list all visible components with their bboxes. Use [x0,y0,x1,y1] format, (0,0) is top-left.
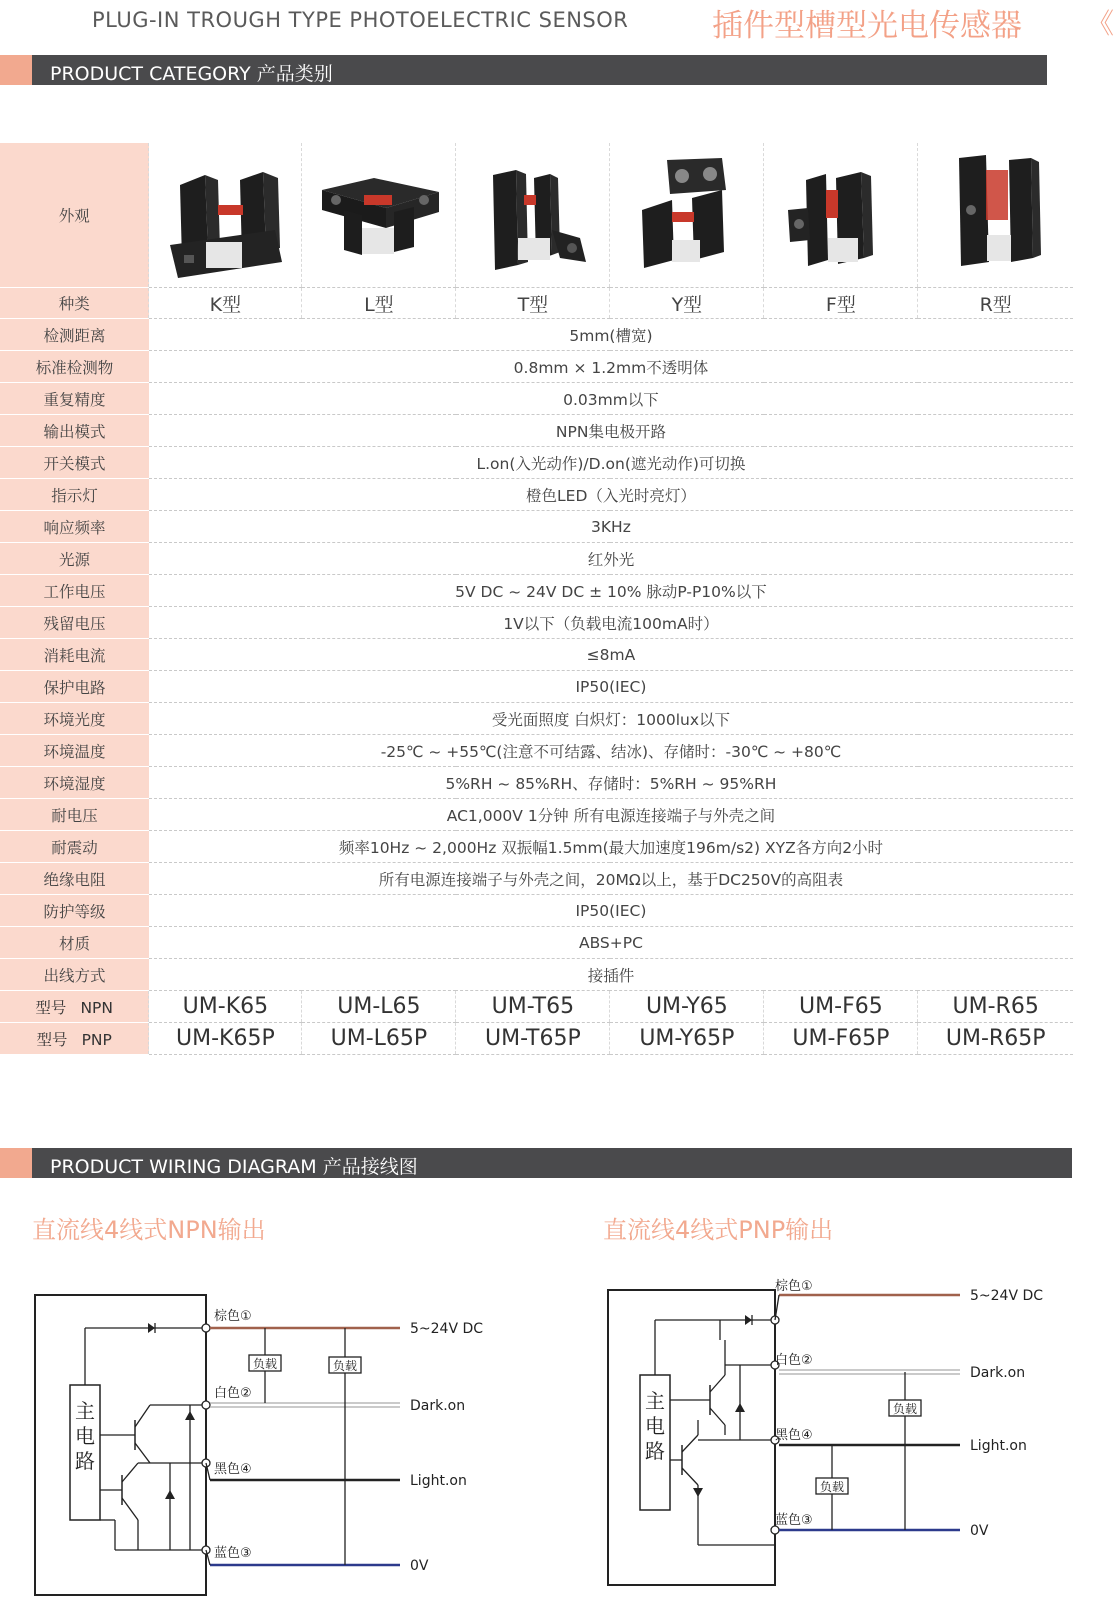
spec-row [0,319,1073,351]
sensor-image-t [456,143,610,288]
spec-value: 接插件 [149,959,1073,991]
type-cell: K型 [149,288,302,319]
model-cell: UM-F65P [764,1023,918,1055]
model-label-prefix: 型号 [36,1030,68,1049]
spec-row [0,735,1073,767]
model-cell: UM-T65 [456,991,610,1023]
spec-label: 防护等级 [0,895,149,927]
spec-value: IP50(IEC) [149,895,1073,927]
spec-row [0,351,1073,383]
wire-label-black: 黑色④ [775,1428,813,1443]
spec-label: 开关模式 [0,447,149,479]
spec-label: 材质 [0,927,149,959]
model-label-suffix: PNP [81,1030,112,1049]
spec-value: -25℃ ~ +55℃(注意不可结露、结冰)、存储时：-30℃ ~ +80℃ [149,735,1073,767]
title-chinese: 插件型槽型光电传感器 [712,8,1022,44]
main-circuit-char: 主 [645,1389,665,1413]
wire-label-blue: 蓝色③ [775,1513,813,1528]
load-label: 负载 [252,1357,278,1371]
model-label-suffix: NPN [80,998,113,1017]
section-bar-wiring [32,1148,1072,1178]
spec-label: 耐震动 [0,831,149,863]
spec-row [0,703,1073,735]
sensor-image-f [764,143,918,288]
type-cell: R型 [918,288,1073,319]
spec-label: 输出模式 [0,415,149,447]
spec-label: 环境光度 [0,703,149,735]
output-light: Light.on [970,1438,1027,1454]
spec-label: 残留电压 [0,607,149,639]
spec-label: 环境湿度 [0,767,149,799]
spec-value: 3KHz [149,511,1073,543]
spec-label: 出线方式 [0,959,149,991]
section-accent [0,1148,32,1178]
spec-value: 1V以下（负载电流100mA时） [149,607,1073,639]
output-dark: Dark.on [970,1365,1026,1381]
model-cell: UM-R65 [918,991,1073,1023]
sensor-image-k [149,143,302,288]
spec-value: ABS+PC [149,927,1073,959]
spec-row [0,799,1073,831]
spec-value: 橙色LED（入光时亮灯） [149,479,1073,511]
spec-label: 绝缘电阻 [0,863,149,895]
spec-value: 5%RH ~ 85%RH、存储时：5%RH ~ 95%RH [149,767,1073,799]
model-cell: UM-K65P [149,1023,302,1055]
spec-value: NPN集电极开路 [149,415,1073,447]
section-bar-category [32,55,1047,85]
wire-label-white: 白色② [214,1386,252,1401]
spec-table [0,143,1073,1055]
spec-label: 消耗电流 [0,639,149,671]
spec-row [0,415,1073,447]
appearance-row [0,143,1073,288]
spec-label: 光源 [0,543,149,575]
pnp-wiring-diagram [600,1280,1100,1595]
appearance-label: 外观 [0,143,149,288]
spec-value: 0.03mm以下 [149,383,1073,415]
spec-value: IP50(IEC) [149,671,1073,703]
main-circuit-char: 路 [75,1449,95,1473]
spec-row [0,767,1073,799]
spec-row [0,959,1073,991]
main-circuit-char: 电 [75,1424,95,1448]
wire-label-blue: 蓝色③ [214,1546,252,1561]
type-label: 种类 [0,288,149,319]
npn-wiring-title: 直流线4线式NPN输出 [32,1216,266,1244]
model-cell: UM-K65 [149,991,302,1023]
pnp-model-row [0,1023,1073,1055]
spec-label: 重复精度 [0,383,149,415]
spec-row [0,863,1073,895]
model-cell: UM-R65P [918,1023,1073,1055]
main-circuit-char: 电 [645,1414,665,1438]
output-power: 5~24V DC [410,1321,484,1337]
spec-row [0,511,1073,543]
spec-label: 工作电压 [0,575,149,607]
spec-value: 红外光 [149,543,1073,575]
main-circuit-char: 路 [645,1439,665,1463]
spec-row [0,479,1073,511]
output-zero: 0V [970,1523,989,1539]
wire-label-black: 黑色④ [214,1462,252,1477]
spec-value: 频率10Hz ~ 2,000Hz 双振幅1.5mm(最大加速度196m/s2) XYZ各方向2小时 [149,831,1073,863]
wire-label-brown: 棕色① [775,1279,813,1294]
spec-value: ≤8mA [149,639,1073,671]
model-cell: UM-L65P [302,1023,456,1055]
pnp-model-label [0,1023,149,1055]
spec-label: 耐电压 [0,799,149,831]
type-cell: L型 [302,288,456,319]
page-header [0,0,1114,44]
spec-value: 所有电源连接端子与外壳之间，20MΩ以上，基于DC250V的高阻表 [149,863,1073,895]
main-circuit-char: 主 [75,1399,95,1423]
spec-value: AC1,000V 1分钟 所有电源连接端子与外壳之间 [149,799,1073,831]
section-title-wiring: PRODUCT WIRING DIAGRAM 产品接线图 [50,1156,418,1178]
spec-row [0,831,1073,863]
spec-value: 受光面照度 白炽灯：1000lux以下 [149,703,1073,735]
spec-row [0,895,1073,927]
spec-row [0,639,1073,671]
spec-row [0,383,1073,415]
model-cell: UM-T65P [456,1023,610,1055]
model-cell: UM-F65 [764,991,918,1023]
type-cell: T型 [456,288,610,319]
spec-value: 0.8mm × 1.2mm不透明体 [149,351,1073,383]
load-label: 负载 [892,1402,918,1416]
spec-row [0,575,1073,607]
spec-label: 标准检测物 [0,351,149,383]
spec-row [0,543,1073,575]
chevron-left-icon: 《 [1086,7,1114,40]
model-cell: UM-Y65P [610,1023,764,1055]
spec-label: 指示灯 [0,479,149,511]
model-label-prefix: 型号 [35,998,67,1017]
load-label: 负载 [332,1359,358,1373]
spec-value: 5mm(槽宽) [149,319,1073,351]
spec-value: 5V DC ~ 24V DC ± 10% 脉动P-P10%以下 [149,575,1073,607]
spec-row [0,927,1073,959]
type-cell: Y型 [610,288,764,319]
output-light: Light.on [410,1473,467,1489]
npn-model-label [0,991,149,1023]
output-zero: 0V [410,1558,429,1574]
model-cell: UM-L65 [302,991,456,1023]
spec-row [0,671,1073,703]
spec-value: L.on(入光动作)/D.on(遮光动作)可切换 [149,447,1073,479]
wire-label-white: 白色② [775,1353,813,1368]
spec-label: 响应频率 [0,511,149,543]
model-cell: UM-Y65 [610,991,764,1023]
spec-label: 保护电路 [0,671,149,703]
output-power: 5~24V DC [970,1288,1044,1304]
spec-label: 环境温度 [0,735,149,767]
npn-wiring-diagram [30,1285,550,1600]
type-cell: F型 [764,288,918,319]
spec-label: 检测距离 [0,319,149,351]
spec-row [0,607,1073,639]
sensor-image-l [302,143,456,288]
npn-model-row [0,991,1073,1023]
type-row [0,288,1073,319]
title-english: PLUG-IN TROUGH TYPE PHOTOELECTRIC SENSOR [92,8,629,32]
spec-row [0,447,1073,479]
sensor-image-y [610,143,764,288]
section-accent [0,55,32,85]
output-dark: Dark.on [410,1398,466,1414]
load-label: 负载 [819,1480,845,1494]
section-title-category: PRODUCT CATEGORY 产品类别 [50,63,333,85]
sensor-image-r [918,143,1073,288]
wire-label-brown: 棕色① [214,1309,252,1324]
pnp-wiring-title: 直流线4线式PNP输出 [603,1216,834,1244]
